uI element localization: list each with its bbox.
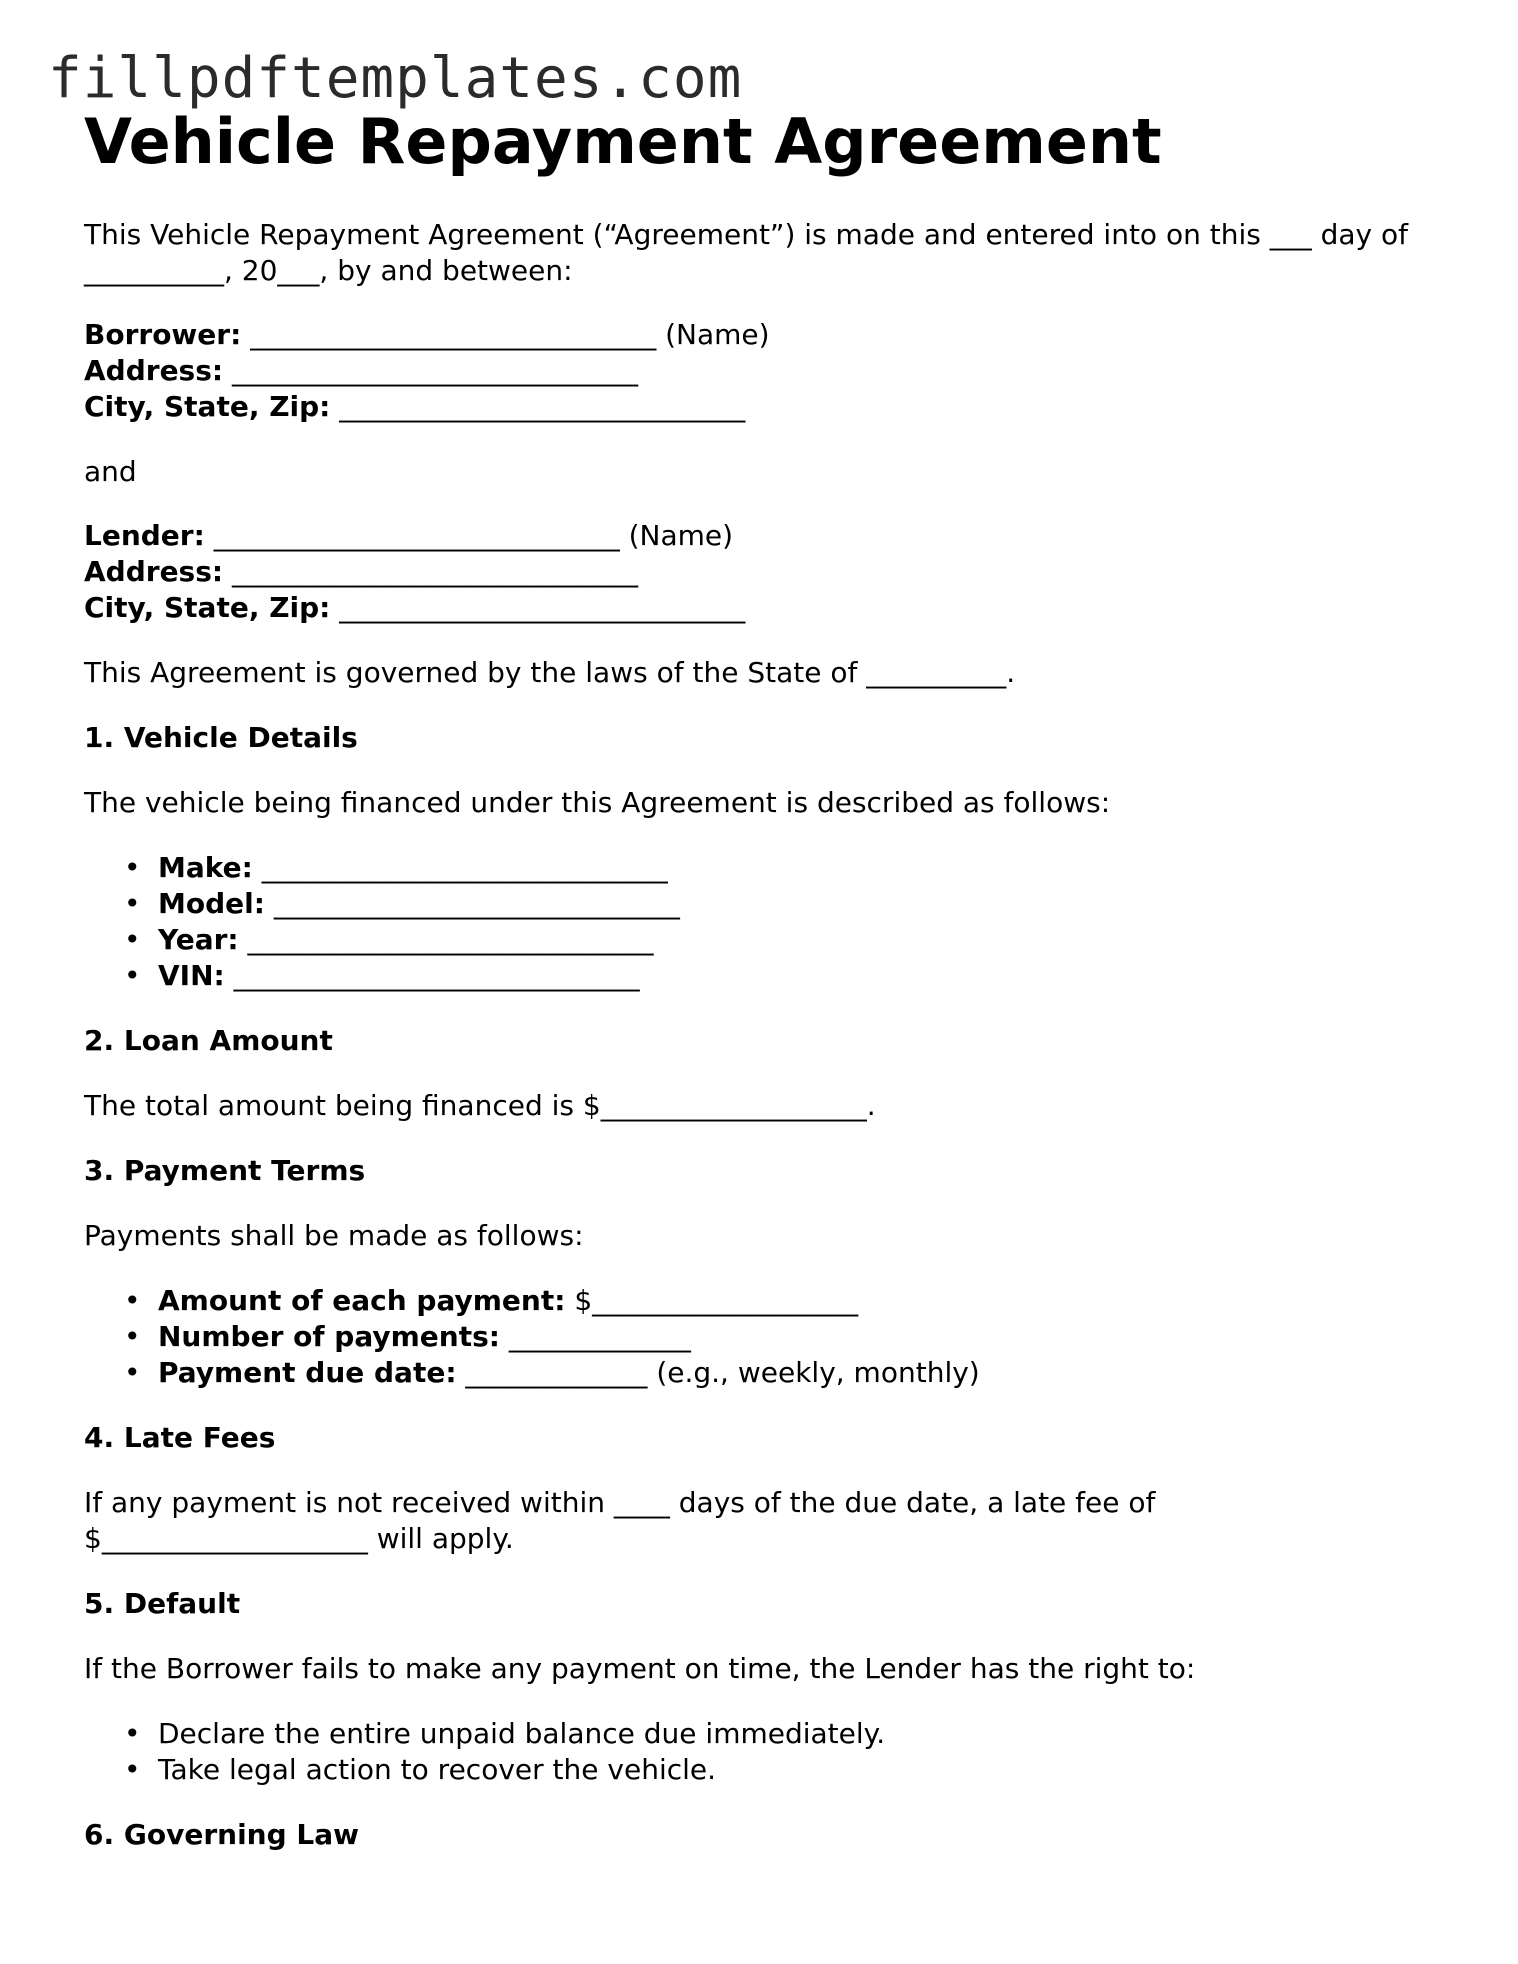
lender-city-line [84, 590, 1424, 626]
make-field: _____________________________ [252, 851, 668, 884]
vin-label: VIN: [158, 959, 225, 992]
payment-amount-field: $___________________ [565, 1284, 859, 1317]
list-item [158, 1283, 1424, 1319]
lender-address-line [84, 554, 1424, 590]
payment-count-field: _____________ [499, 1320, 691, 1353]
payment-due-field: _____________ (e.g., weekly, monthly) [456, 1356, 980, 1389]
make-label: Make: [158, 851, 253, 884]
lender-city-field: _____________________________ [330, 591, 746, 624]
borrower-block [84, 317, 1424, 425]
section-4-heading: 4. Late Fees [84, 1421, 276, 1454]
list-item: • Declare the entire unpaid balance due immediately. [158, 1716, 1424, 1752]
lender-name-label: Lender: [84, 519, 205, 552]
vin-field: _____________________________ [224, 959, 640, 992]
borrower-address-line [84, 353, 1424, 389]
section-5-heading: 5. Default [84, 1587, 241, 1620]
watermark: fillpdftemplates.com [48, 46, 743, 111]
list-item [158, 958, 1424, 994]
section-2-text: The total amount being financed is $___________________. [84, 1089, 876, 1122]
section-1-text: The vehicle being financed under this Agreement is described as follows: [84, 786, 1111, 819]
section-5-text: If the Borrower fails to make any payment on time, the Lender has the right to: [84, 1652, 1196, 1685]
borrower-city-field: _____________________________ [330, 390, 746, 423]
list-item [158, 850, 1424, 886]
section-4-text: If any payment is not received within ____ days of the due date, a late fee of $___________________ will apply. [84, 1486, 1165, 1555]
borrower-name-field: _____________________________ (Name) [241, 318, 770, 351]
payment-terms-list [84, 1283, 1424, 1391]
borrower-address-field: _____________________________ [223, 354, 638, 387]
lender-block [84, 518, 1424, 626]
payment-count-label: Number of payments: [158, 1320, 500, 1353]
section-3-heading: 3. Payment Terms [84, 1154, 366, 1187]
model-label: Model: [158, 887, 265, 920]
vehicle-details-list [84, 850, 1424, 994]
payment-due-label: Payment due date: [158, 1356, 457, 1389]
section-1-heading: 1. Vehicle Details [84, 721, 358, 754]
payment-amount-label: Amount of each payment: [158, 1284, 566, 1317]
list-item: • Take legal action to recover the vehicle. [158, 1752, 1424, 1788]
list-item [158, 1355, 1424, 1391]
intro-paragraph: This Vehicle Repayment Agreement (“Agreement”) is made and entered into on this ___ day of __________, 20___, by and between: [84, 218, 1417, 287]
borrower-address-label: Address: [84, 354, 224, 387]
document-title: Vehicle Repayment Agreement [84, 105, 1162, 178]
document [84, 100, 1424, 1853]
lender-name-field: _____________________________ (Name) [204, 519, 734, 552]
year-field: _____________________________ [238, 923, 654, 956]
borrower-name-line [84, 317, 1424, 353]
lender-address-label: Address: [84, 555, 224, 588]
borrower-city-line [84, 389, 1424, 425]
borrower-name-label: Borrower: [84, 318, 242, 351]
list-item [158, 1319, 1424, 1355]
model-field: _____________________________ [264, 887, 680, 920]
default-remedies-list [84, 1716, 1424, 1788]
section-3-text: Payments shall be made as follows: [84, 1219, 584, 1252]
section-2-heading: 2. Loan Amount [84, 1024, 333, 1057]
list-item [158, 886, 1424, 922]
borrower-city-label: City, State, Zip: [84, 390, 331, 423]
and-text: and [84, 455, 137, 488]
list-item [158, 922, 1424, 958]
governed-by-text: This Agreement is governed by the laws of the State of __________. [84, 656, 1016, 689]
lender-address-field: _____________________________ [223, 555, 638, 588]
lender-city-label: City, State, Zip: [84, 591, 331, 624]
year-label: Year: [158, 923, 239, 956]
section-6-heading: 6. Governing Law [84, 1818, 359, 1851]
lender-name-line [84, 518, 1424, 554]
